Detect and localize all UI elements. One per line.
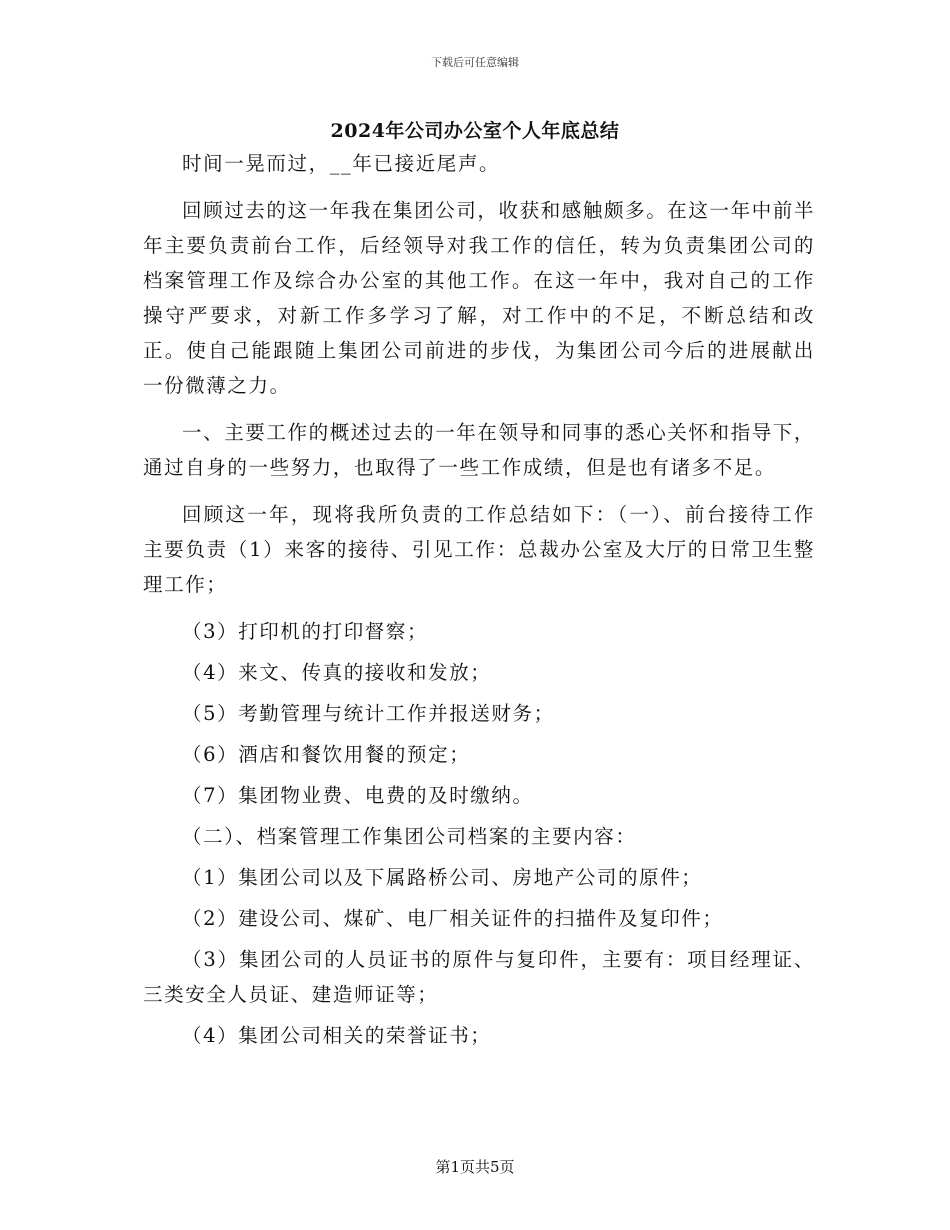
list-item: （2）建设公司、煤矿、电厂相关证件的扫描件及复印件； [182,907,724,930]
document-title: 2024年公司办公室个人年底总结 [330,120,620,142]
list-item: （3）集团公司的人员证书的原件与复印件，主要有：项目经理证、三类安全人员证、建造师证等； [143,948,815,1006]
header-note: 下载后可任意编辑 [431,56,519,69]
page-number: 第1页共5页 [435,1158,515,1176]
list-item: （5）考勤管理与统计工作并报送财务； [182,702,555,725]
section-heading: （二）、档案管理工作集团公司档案的主要内容： [182,825,637,848]
paragraph: 时间一晃而过，__年已接近尾声。 [182,152,501,175]
list-item: （4）集团公司相关的荣誉证书； [182,1024,492,1047]
list-item: （7）集团物业费、电费的及时缴纳。 [182,784,534,807]
document-body [143,146,815,1059]
list-item: （1）集团公司以及下属路桥公司、房地产公司的原件； [182,866,703,889]
paragraph: 一、主要工作的概述过去的一年在领导和同事的悉心关怀和指导下，通过自身的一些努力，也取得了一些工作成绩，但是也有诸多不足。 [143,421,816,479]
list-item: （4）来文、传真的接收和发放； [182,661,492,684]
list-item: （6）酒店和餐饮用餐的预定； [182,743,471,766]
paragraph: 回顾过去的这一年我在集团公司，收获和感触颇多。在这一年中前半年主要负责前台工作，后经领导对我工作的信任，转为负责集团公司的档案管理工作及综合办公室的其他工作。在这一年中，我对自己的工作操守严要求，对新工作多学习了解，对工作中的不足，不断总结和改正。使自己能跟随上集团公司前进的步伐，为集团公司今后的进展献出一份微薄之力。 [143,199,816,397]
paragraph: 回顾这一年，现将我所负责的工作总结如下：（一）、前台接待工作主要负责（1）来客的接待、引见工作：总裁办公室及大厅的日常卫生整理工作； [143,503,815,596]
list-item: （3）打印机的打印督察； [182,620,429,643]
